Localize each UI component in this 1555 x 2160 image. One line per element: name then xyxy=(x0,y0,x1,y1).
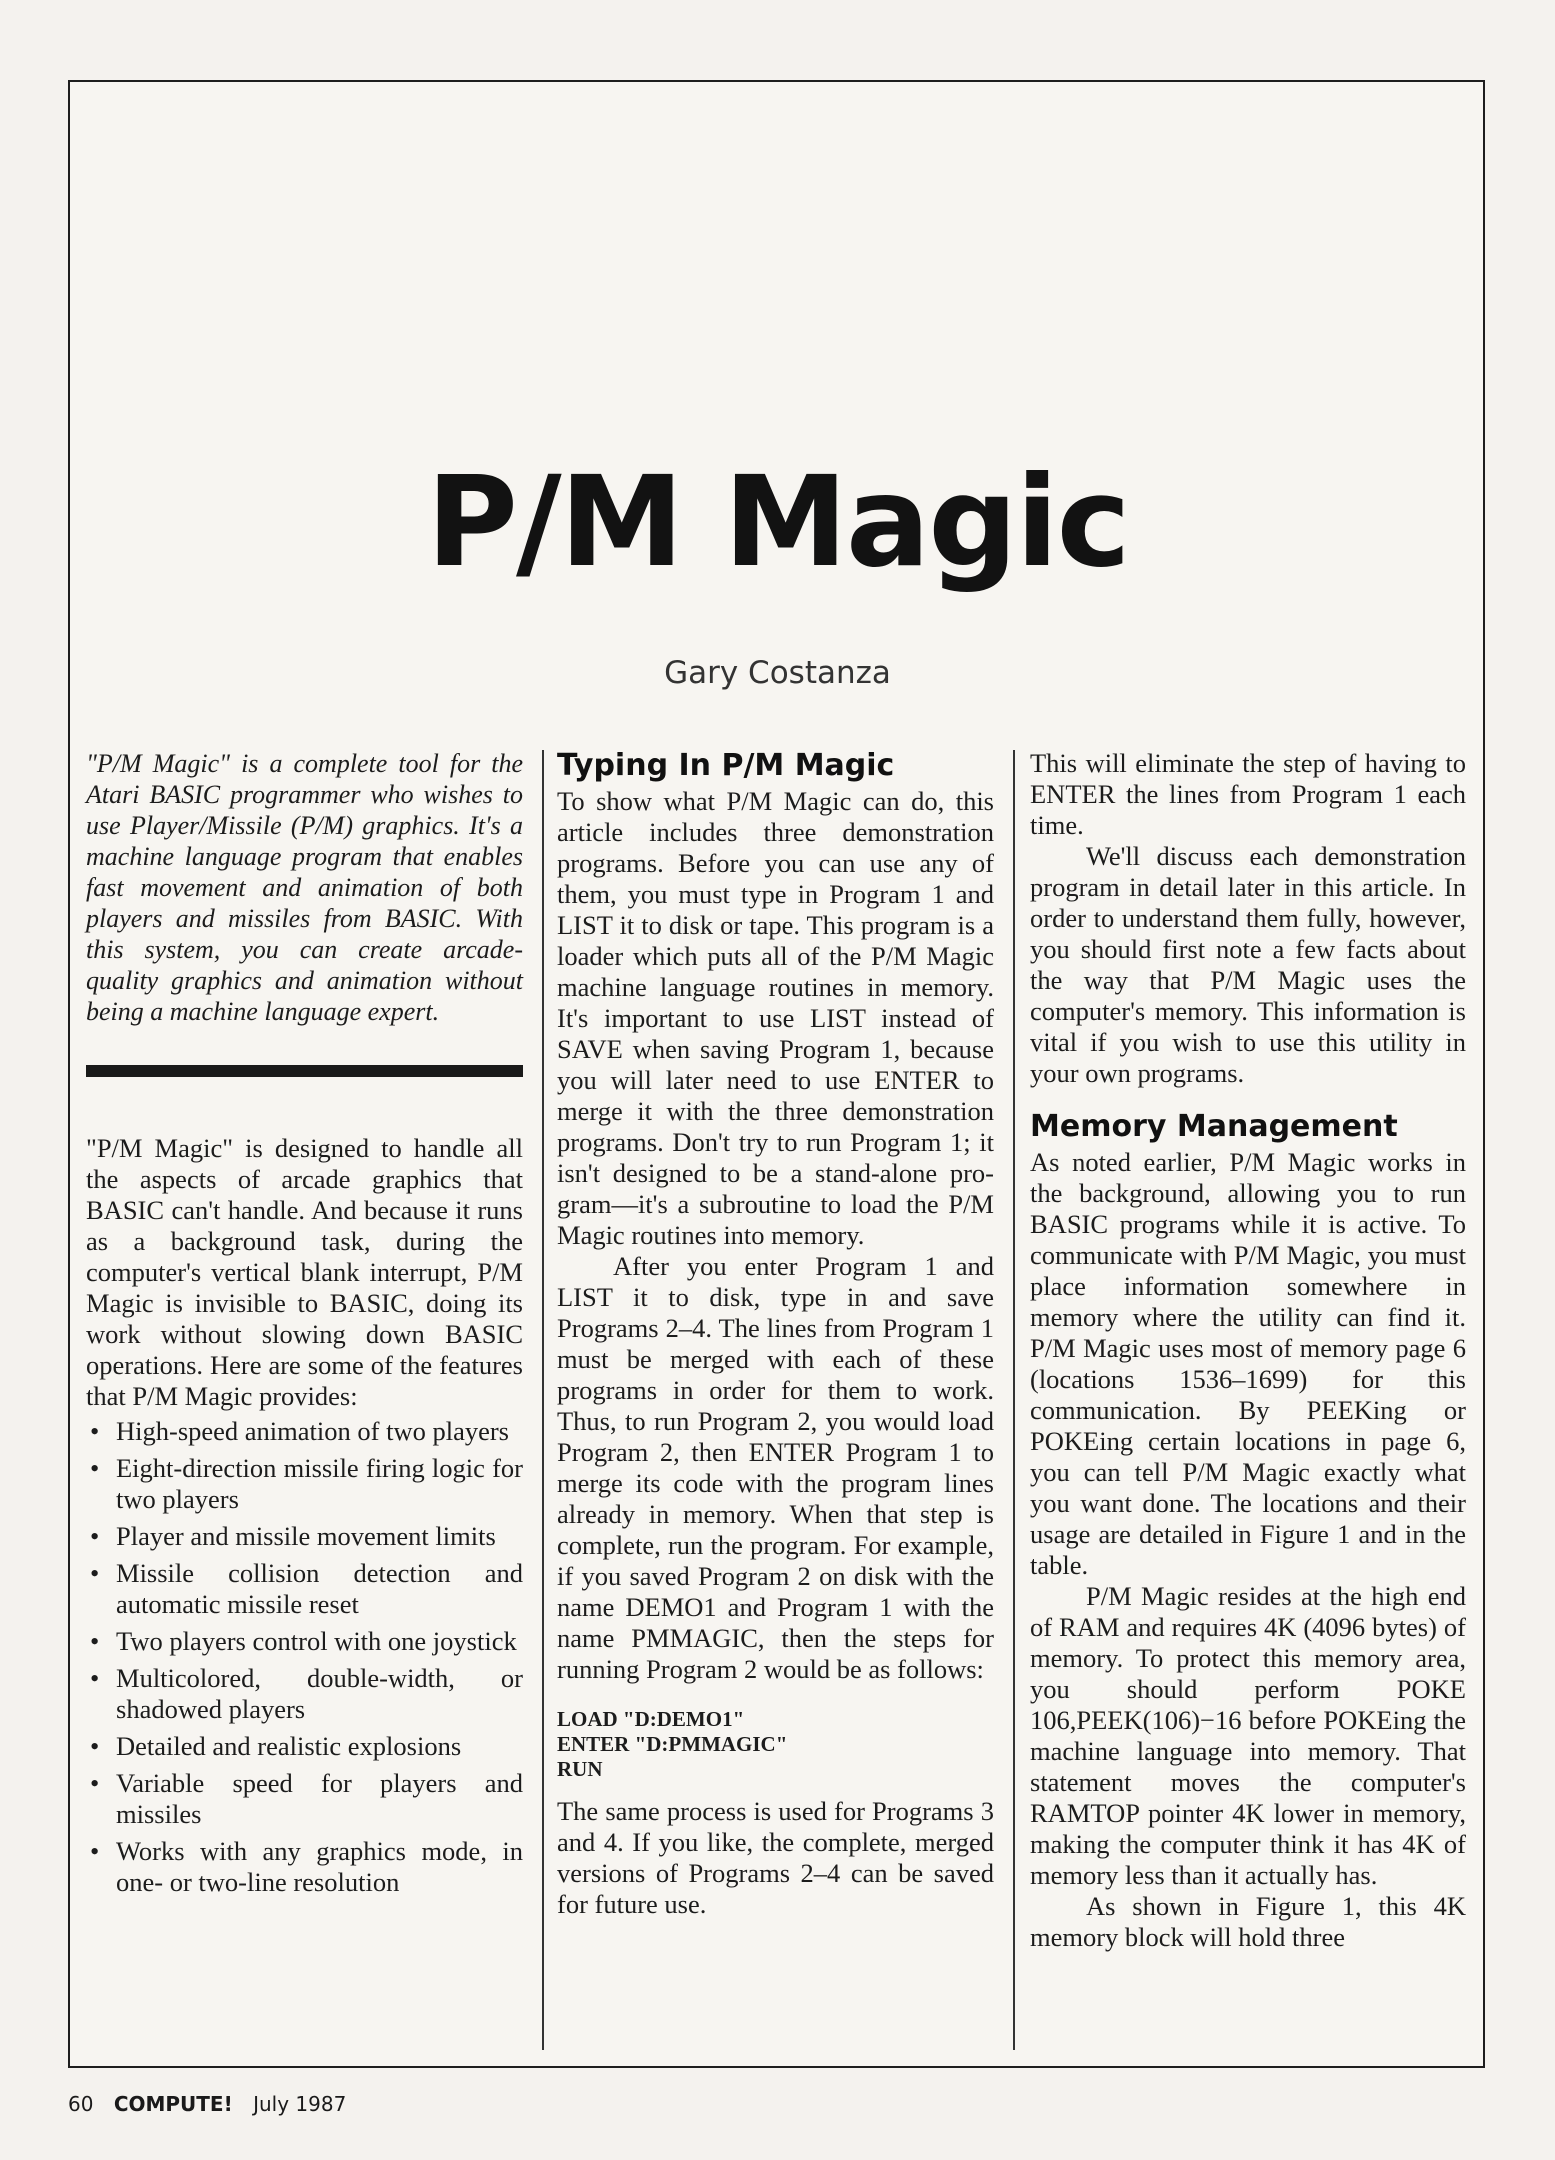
section-heading-memory: Memory Management xyxy=(1030,1109,1398,1144)
list-item: • Variable speed for players and missiles xyxy=(86,1768,523,1830)
body-paragraph: This will eliminate the step of having to ENTER the lines from Program 1 each time. xyxy=(1030,748,1466,840)
author-byline: Gary Costanza xyxy=(664,655,891,691)
body-paragraph: "P/M Magic" is designed to handle all the aspects of arcade graphics that BASIC can't handle. And because it runs as a background task, during the computer's vertical blank interrupt, P/M Magic is invisible to BASIC, doing its work without slowing down BASIC operations. Here are some of the features that P/M Magic provides: xyxy=(86,1133,523,1411)
code-line: LOAD "D:DEMO1" xyxy=(557,1707,745,1731)
column-2 xyxy=(557,748,994,1920)
list-item: • Detailed and realistic explosions xyxy=(86,1731,523,1762)
body-paragraph: To show what P/M Magic can do, this article includes three demonstration programs. Before you can use any of them, you must type in Program 1 and LIST it to disk or tape. This program is a loader which puts all of the P/M Magic machine language routines in memory. It's important to use LIST instead of SAVE when saving Program 1, because you will later need to use ENTER to merge it with the three demonstration programs. Don't try to run Program 1; it isn't designed to be a stand-alone program—it's a subroutine to load the P/M Magic routines into memory. xyxy=(557,786,994,1250)
body-paragraph: We'll discuss each demonstration program in detail later in this article. In order to understand them fully, however, you should first note a few facts about the way that P/M Magic uses the computer's memory. This information is vital if you wish to use this utility in your own programs. xyxy=(1030,841,1466,1088)
code-line: ENTER "D:PMMAGIC" xyxy=(557,1732,788,1756)
list-item: • Eight-direction missile firing logic for two players xyxy=(86,1453,523,1515)
list-item: • Two players control with one joystick xyxy=(86,1626,523,1657)
issue-date: July 1987 xyxy=(253,2092,347,2116)
column-divider xyxy=(1013,750,1015,2050)
list-item: • Multicolored, double-width, or shadowed players xyxy=(86,1663,523,1725)
feature-list xyxy=(86,1416,523,1898)
body-paragraph: P/M Magic resides at the high end of RAM and requires 4K (4096 bytes) of memory. To protect this memory area, you should perform POKE 106,PEEK(106)−16 before POKEing the machine language into memory. That statement moves the computer's RAMTOP pointer 4K lower in memory, making the computer think it has 4K of memory less than it actually has. xyxy=(1030,1581,1466,1890)
intro-divider xyxy=(86,1065,523,1077)
page-number: 60 xyxy=(68,2092,94,2116)
column-divider xyxy=(542,750,544,2050)
code-listing xyxy=(557,1707,994,1782)
list-item: • Missile collision detection and automatic missile reset xyxy=(86,1558,523,1620)
list-item: • High-speed animation of two players xyxy=(86,1416,523,1447)
body-paragraph: The same process is used for Programs 3 and 4. If you like, the complete, merged versions of Programs 2–4 can be saved for future use. xyxy=(557,1796,994,1919)
column-3 xyxy=(1030,748,1466,1953)
body-paragraph: After you enter Program 1 and LIST it to disk, type in and save Programs 2–4. The lines from Program 1 must be merged with each of these programs in order for them to work. Thus, to run Program 2, you would load Program 2, then ENTER Program 1 to merge its code with the program lines already in memory. When that step is complete, run the program. For example, if you saved Program 2 on disk with the name DEMO1 and Program 1 with the name PMMAGIC, then the steps for running Program 2 would be as follows: xyxy=(557,1251,994,1684)
article-title: P/M Magic xyxy=(426,450,1129,595)
list-item: • Works with any graphics mode, in one- or two-line resolution xyxy=(86,1836,523,1898)
magazine-name: COMPUTE! xyxy=(113,2092,233,2116)
list-item: • Player and missile movement limits xyxy=(86,1521,523,1552)
column-1 xyxy=(86,748,523,1904)
section-heading-typing: Typing In P/M Magic xyxy=(557,748,895,783)
body-paragraph: As shown in Figure 1, this 4K memory block will hold three xyxy=(1030,1891,1466,1952)
body-paragraph: As noted earlier, P/M Magic works in the background, allowing you to run BASIC programs while it is active. To communicate with P/M Magic, you must place information somewhere in memory where the utility can find it. P/M Magic uses most of memory page 6 (locations 1536–1699) for this communication. By PEEKing or POKEing certain locations in page 6, you can tell P/M Magic exactly what you want done. The locations and their usage are detailed in Figure 1 and in the table. xyxy=(1030,1147,1466,1580)
intro-summary: "P/M Magic" is a complete tool for the Atari BASIC programmer who wishes to use Player/Missile (P/M) graphics. It's a machine language program that enables fast movement and animation of both players and missiles from BASIC. With this system, you can create arcade-quality graphics and animation without being a machine language expert. xyxy=(86,749,523,1026)
page-footer xyxy=(68,2092,360,2116)
code-line: RUN xyxy=(557,1757,603,1781)
